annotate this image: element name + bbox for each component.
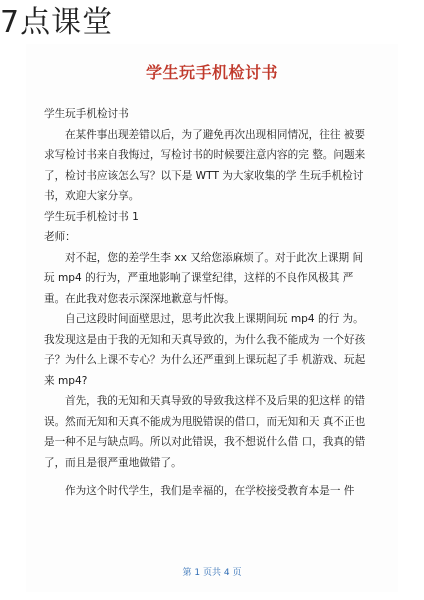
analysis-paragraph: 首先，我的无知和天真导致的导致我这样不及后果的犯这样 的错误。然而无知和天真不能成为甩脱错误的借口，而无知和天 真不正也是一种不足与缺点吗。所以对此错误，我不想说什么借 口，我真的错了，而且是很严重地做错了。: [44, 395, 366, 469]
closing-paragraph: 作为这个时代学生，我们是幸福的，在学校接受教育本是一 件: [65, 485, 355, 497]
reflection-paragraph: 自己这段时间面壁思过，思考此次我上课期间玩 mp4 的行 为。我发现这是由于我的无知和天真导致的，为什么我不能成为 一个好孩子？为什么上课不专心？为什么还严重到上课玩起了手 机游戏、玩起来 mp4?: [44, 313, 366, 387]
page-footer: 第 1 页共 4 页: [182, 568, 242, 578]
letter-heading: 学生玩手机检讨书 1: [44, 210, 139, 223]
document-body: [44, 104, 368, 502]
document-page: [26, 44, 398, 592]
document-title: 学生玩手机检讨书: [145, 63, 278, 82]
site-watermark: 7点课堂: [0, 5, 114, 40]
section-heading: 学生玩手机检讨书: [44, 108, 129, 120]
apology-paragraph: 对不起，您的差学生李 xx 又给您添麻烦了。对于此次上课期 间玩 mp4 的行为，严重地影响了课堂纪律，这样的不良作风极其 严重。在此我对您表示深深地歉意与忏悔。: [44, 251, 364, 305]
salutation: 老师：: [44, 231, 76, 243]
intro-paragraph: 在某件事出现差错以后，为了避免再次出现相同情况，往往 被要求写检讨书来自我悔过，写检讨书的时候要注意内容的完 整。问题来了，检讨书应该怎么写？以下是 WTT 为大家收集的学 生玩手机检讨书，欢迎大家分享。: [44, 128, 366, 202]
